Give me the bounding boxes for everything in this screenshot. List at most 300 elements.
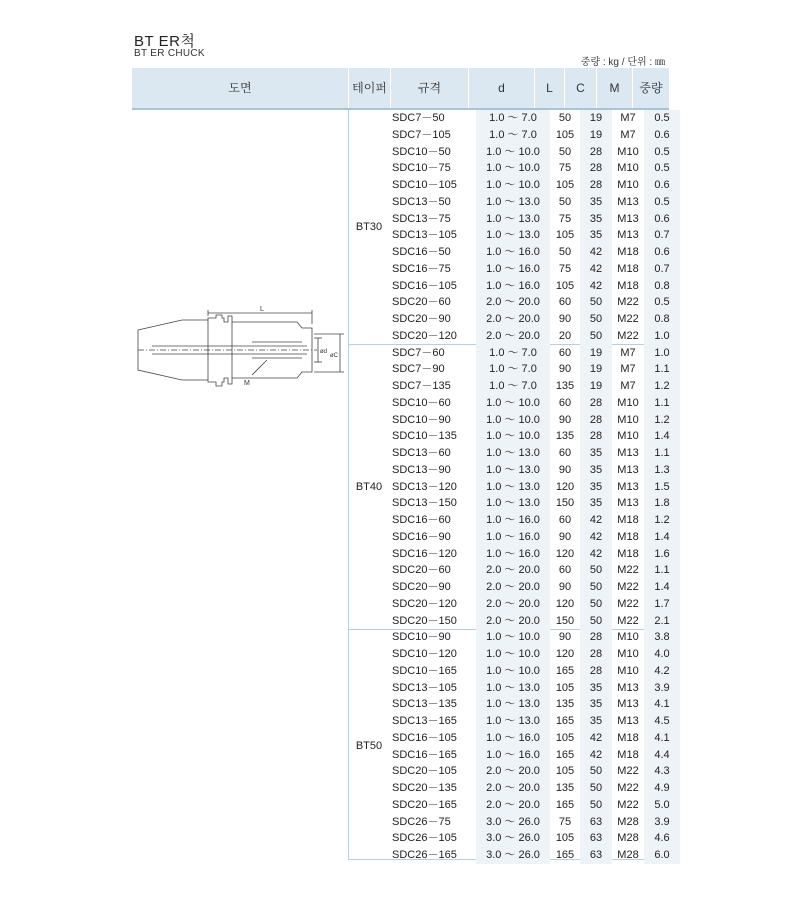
- cell-spec: SDC20－105: [392, 765, 457, 778]
- table-row: [390, 395, 669, 412]
- cell-C: 28: [580, 160, 612, 177]
- cell-weight: 1.1: [644, 445, 680, 462]
- cell-M: M13: [617, 229, 639, 242]
- table-row: [390, 177, 669, 194]
- page-title: BT ER척: [134, 33, 196, 50]
- cell-weight: 1.7: [644, 596, 680, 613]
- cell-L: 105: [555, 681, 575, 694]
- cell-C: 35: [580, 713, 612, 730]
- cell-weight: 4.9: [644, 780, 680, 797]
- cell-spec: SDC7－60: [392, 346, 445, 359]
- cell-weight: 0.6: [644, 177, 680, 194]
- cell-C: 35: [580, 445, 612, 462]
- cell-spec: SDC13－105: [392, 681, 457, 694]
- cell-L: 75: [558, 815, 572, 828]
- cell-d: 1.0 ～ 16.0: [476, 512, 550, 529]
- cell-C: 42: [580, 730, 612, 747]
- cell-weight: 1.3: [644, 462, 680, 479]
- drawing-label-C: øC: [330, 353, 338, 359]
- cell-spec: SDC7－135: [392, 380, 451, 392]
- cell-weight: 1.4: [644, 529, 680, 546]
- cell-M: M18: [617, 748, 639, 761]
- table-row: [390, 680, 669, 697]
- cell-spec: SDC13－90: [392, 463, 451, 476]
- cell-L: 165: [555, 715, 575, 727]
- cell-M: M13: [617, 698, 639, 711]
- cell-weight: 1.6: [644, 546, 680, 563]
- cell-d: 1.0 ～ 10.0: [476, 144, 550, 161]
- cell-M: M7: [620, 112, 636, 124]
- table-row: [390, 345, 669, 362]
- cell-M: M28: [617, 832, 639, 845]
- cell-C: 35: [580, 194, 612, 211]
- table-row: [390, 730, 669, 747]
- cell-d: 2.0 ～ 20.0: [476, 613, 550, 630]
- cell-d: 1.0 ～ 13.0: [476, 479, 550, 496]
- taper-label-bt40: BT40: [355, 480, 383, 493]
- cell-C: 42: [580, 261, 612, 278]
- cell-spec: SDC13－165: [392, 715, 457, 727]
- cell-M: M18: [617, 731, 639, 744]
- cell-L: 50: [558, 145, 572, 158]
- cell-weight: 1.2: [644, 378, 680, 395]
- cell-d: 1.0 ～ 13.0: [476, 462, 550, 479]
- cell-L: 105: [555, 279, 575, 292]
- cell-weight: 4.6: [644, 830, 680, 847]
- cell-C: 63: [580, 814, 612, 831]
- header-C: C: [564, 68, 596, 108]
- cell-spec: SDC13－60: [392, 447, 451, 459]
- cell-L: 75: [558, 162, 572, 175]
- table-row: [390, 579, 669, 596]
- table-row: [390, 663, 669, 680]
- cell-M: M13: [617, 195, 639, 208]
- cell-L: 105: [555, 731, 575, 744]
- cell-M: M7: [620, 346, 636, 359]
- cell-d: 1.0 ～ 7.0: [476, 361, 550, 378]
- cell-spec: SDC13－150: [392, 497, 457, 510]
- cell-spec: SDC20－120: [392, 597, 457, 610]
- cell-d: 1.0 ～ 10.0: [476, 395, 550, 412]
- cell-C: 42: [580, 529, 612, 546]
- cell-L: 60: [558, 514, 572, 526]
- cell-weight: 4.2: [644, 663, 680, 680]
- table-row: [390, 194, 669, 211]
- cell-weight: 4.0: [644, 646, 680, 663]
- cell-C: 50: [580, 780, 612, 797]
- cell-L: 90: [558, 530, 572, 543]
- header-M: M: [596, 68, 632, 108]
- cell-C: 50: [580, 328, 612, 345]
- table-row: [390, 127, 669, 144]
- cell-spec: SDC10－135: [392, 430, 457, 443]
- cell-weight: 0.5: [644, 144, 680, 161]
- header-d: d: [468, 68, 534, 108]
- cell-L: 75: [558, 212, 572, 225]
- cell-C: 42: [580, 278, 612, 295]
- cell-d: 2.0 ～ 20.0: [476, 294, 550, 311]
- cell-M: M10: [617, 145, 639, 158]
- cell-C: 19: [580, 361, 612, 378]
- cell-M: M18: [617, 262, 639, 275]
- cell-C: 19: [580, 378, 612, 395]
- cell-C: 28: [580, 144, 612, 161]
- cell-L: 165: [555, 798, 575, 811]
- cell-d: 1.0 ～ 10.0: [476, 177, 550, 194]
- table-row: [390, 629, 669, 646]
- cell-d: 2.0 ～ 20.0: [476, 562, 550, 579]
- cell-d: 1.0 ～ 13.0: [476, 696, 550, 713]
- table-row: [390, 529, 669, 546]
- cell-L: 135: [555, 698, 575, 711]
- cell-M: M13: [617, 447, 639, 459]
- cell-L: 60: [558, 296, 572, 309]
- cell-C: 50: [580, 294, 612, 311]
- cell-C: 63: [580, 847, 612, 864]
- header-drawing: 도면: [228, 81, 252, 95]
- cell-weight: 6.0: [644, 847, 680, 864]
- cell-M: M10: [617, 179, 639, 191]
- table-row: [390, 713, 669, 730]
- cell-weight: 3.9: [644, 680, 680, 697]
- header-weight: 중량: [632, 68, 669, 108]
- drawing-area: [132, 110, 348, 860]
- table-row: [390, 361, 669, 378]
- cell-M: M18: [617, 279, 639, 292]
- cell-L: 120: [555, 547, 575, 560]
- cell-L: 60: [558, 564, 572, 577]
- cell-M: M18: [617, 246, 639, 258]
- cell-d: 1.0 ～ 7.0: [476, 378, 550, 395]
- cell-C: 50: [580, 311, 612, 328]
- cell-L: 60: [558, 447, 572, 459]
- cell-d: 1.0 ～ 7.0: [476, 127, 550, 144]
- cell-M: M28: [617, 849, 639, 861]
- cell-C: 50: [580, 579, 612, 596]
- cell-L: 120: [555, 648, 575, 660]
- table-row: [390, 780, 669, 797]
- cell-d: 1.0 ～ 16.0: [476, 747, 550, 764]
- cell-L: 50: [558, 112, 572, 124]
- table-row: [390, 227, 669, 244]
- cell-C: 35: [580, 680, 612, 697]
- cell-weight: 1.4: [644, 428, 680, 445]
- cell-C: 28: [580, 663, 612, 680]
- cell-L: 90: [558, 463, 572, 476]
- cell-d: 1.0 ～ 13.0: [476, 194, 550, 211]
- cell-M: M10: [617, 430, 639, 443]
- cell-M: M22: [617, 581, 639, 593]
- cell-M: M22: [617, 765, 639, 778]
- table-row: [390, 479, 669, 496]
- cell-M: M13: [617, 497, 639, 510]
- cell-M: M18: [617, 514, 639, 526]
- cell-L: 105: [555, 179, 575, 191]
- cell-spec: SDC16－75: [392, 262, 451, 275]
- cell-d: 2.0 ～ 20.0: [476, 579, 550, 596]
- cell-C: 50: [580, 763, 612, 780]
- header-spec: 규격: [390, 68, 468, 108]
- cell-C: 35: [580, 696, 612, 713]
- table-row: [390, 261, 669, 278]
- cell-spec: SDC26－165: [392, 849, 457, 861]
- taper-label-bt30: BT30: [355, 221, 383, 233]
- table-row: [390, 830, 669, 847]
- table-row: [390, 613, 669, 630]
- table-row: [390, 814, 669, 831]
- cell-C: 35: [580, 227, 612, 244]
- cell-spec: SDC7－105: [392, 128, 451, 141]
- cell-C: 28: [580, 412, 612, 429]
- cell-C: 35: [580, 479, 612, 496]
- header-taper: 테이퍼: [348, 68, 390, 108]
- spec-table: [348, 110, 669, 860]
- cell-L: 90: [558, 581, 572, 593]
- cell-weight: 1.5: [644, 479, 680, 496]
- cell-weight: 0.7: [644, 227, 680, 244]
- cell-M: M10: [617, 648, 639, 660]
- cell-weight: 0.8: [644, 311, 680, 328]
- cell-M: M7: [620, 128, 636, 141]
- cell-L: 60: [558, 346, 572, 359]
- cell-weight: 5.0: [644, 797, 680, 814]
- cell-spec: SDC20－165: [392, 798, 457, 811]
- cell-L: 60: [558, 396, 572, 409]
- table-row: [390, 412, 669, 429]
- cell-d: 1.0 ～ 10.0: [476, 412, 550, 429]
- cell-d: 1.0 ～ 7.0: [476, 110, 550, 127]
- page-subtitle: BT ER CHUCK: [134, 48, 205, 59]
- cell-spec: SDC16－120: [392, 547, 457, 560]
- cell-C: 35: [580, 211, 612, 228]
- cell-weight: 1.2: [644, 512, 680, 529]
- cell-M: M18: [617, 547, 639, 560]
- cell-spec: SDC16－60: [392, 514, 451, 526]
- cell-M: M13: [617, 715, 639, 727]
- cell-spec: SDC13－105: [392, 229, 457, 242]
- cell-C: 42: [580, 747, 612, 764]
- cell-M: M7: [620, 363, 636, 376]
- cell-spec: SDC20－90: [392, 581, 451, 593]
- cell-d: 1.0 ～ 10.0: [476, 160, 550, 177]
- cell-weight: 1.4: [644, 579, 680, 596]
- cell-d: 1.0 ～ 16.0: [476, 261, 550, 278]
- cell-spec: SDC16－165: [392, 748, 457, 761]
- cell-L: 135: [555, 380, 575, 392]
- cell-C: 28: [580, 629, 612, 646]
- cell-d: 2.0 ～ 20.0: [476, 780, 550, 797]
- cell-weight: 4.1: [644, 696, 680, 713]
- cell-weight: 3.9: [644, 814, 680, 831]
- table-row: [390, 747, 669, 764]
- cell-C: 42: [580, 244, 612, 261]
- cell-spec: SDC20－150: [392, 614, 457, 627]
- cell-spec: SDC7－90: [392, 363, 445, 376]
- header-L: L: [534, 68, 564, 108]
- cell-spec: SDC20－60: [392, 564, 451, 577]
- cell-d: 1.0 ～ 7.0: [476, 345, 550, 362]
- cell-spec: SDC20－135: [392, 782, 457, 794]
- cell-d: 2.0 ～ 20.0: [476, 763, 550, 780]
- cell-weight: 3.8: [644, 629, 680, 646]
- cell-M: M22: [617, 313, 639, 325]
- cell-d: 1.0 ～ 10.0: [476, 663, 550, 680]
- cell-C: 28: [580, 177, 612, 194]
- table-row: [390, 462, 669, 479]
- cell-spec: SDC16－105: [392, 731, 457, 744]
- table-row: [390, 512, 669, 529]
- table-row: [390, 445, 669, 462]
- cell-d: 1.0 ～ 10.0: [476, 646, 550, 663]
- cell-L: 90: [558, 313, 572, 325]
- drawing-label-L: L: [260, 306, 264, 313]
- cell-C: 50: [580, 797, 612, 814]
- table-row: [390, 428, 669, 445]
- cell-L: 90: [558, 363, 572, 376]
- cell-weight: 1.1: [644, 562, 680, 579]
- cell-L: 105: [555, 832, 575, 845]
- cell-d: 2.0 ～ 20.0: [476, 797, 550, 814]
- cell-d: 2.0 ～ 20.0: [476, 596, 550, 613]
- cell-C: 50: [580, 613, 612, 630]
- table-row: [390, 763, 669, 780]
- cell-L: 50: [558, 246, 572, 258]
- cell-M: M22: [617, 329, 639, 342]
- cell-weight: 1.1: [644, 395, 680, 412]
- cell-weight: 0.5: [644, 294, 680, 311]
- cell-C: 19: [580, 127, 612, 144]
- cell-L: 120: [555, 597, 575, 610]
- cell-M: M10: [617, 413, 639, 426]
- table-row: [390, 646, 669, 663]
- cell-weight: 0.8: [644, 278, 680, 295]
- cell-d: 1.0 ～ 16.0: [476, 278, 550, 295]
- table-row: [390, 696, 669, 713]
- cell-weight: 0.6: [644, 244, 680, 261]
- cell-weight: 4.3: [644, 763, 680, 780]
- cell-L: 120: [555, 480, 575, 493]
- cell-spec: SDC7－50: [392, 112, 445, 124]
- cell-C: 19: [580, 110, 612, 127]
- cell-weight: 4.1: [644, 730, 680, 747]
- cell-M: M28: [617, 815, 639, 828]
- cell-M: M13: [617, 480, 639, 493]
- cell-spec: SDC13－120: [392, 480, 457, 493]
- cell-d: 3.0 ～ 26.0: [476, 847, 550, 864]
- cell-weight: 1.0: [644, 345, 680, 362]
- cell-M: M10: [617, 162, 639, 175]
- cell-weight: 0.7: [644, 261, 680, 278]
- cell-d: 1.0 ～ 13.0: [476, 495, 550, 512]
- cell-M: M13: [617, 463, 639, 476]
- cell-d: 1.0 ～ 13.0: [476, 445, 550, 462]
- cell-spec: SDC10－165: [392, 664, 457, 677]
- cell-spec: SDC13－135: [392, 698, 457, 711]
- bt-er-chuck-drawing: [132, 110, 348, 860]
- cell-C: 42: [580, 546, 612, 563]
- cell-C: 35: [580, 462, 612, 479]
- cell-d: 1.0 ～ 13.0: [476, 713, 550, 730]
- cell-spec: SDC13－50: [392, 195, 451, 208]
- cell-d: 1.0 ～ 16.0: [476, 529, 550, 546]
- cell-spec: SDC10－60: [392, 396, 451, 409]
- cell-L: 75: [558, 262, 572, 275]
- table-row: [390, 378, 669, 395]
- cell-spec: SDC16－90: [392, 530, 451, 543]
- table-row: [390, 596, 669, 613]
- cell-d: 1.0 ～ 13.0: [476, 211, 550, 228]
- cell-C: 50: [580, 596, 612, 613]
- cell-M: M10: [617, 631, 639, 644]
- cell-spec: SDC10－120: [392, 648, 457, 660]
- cell-C: 19: [580, 345, 612, 362]
- cell-weight: 4.4: [644, 747, 680, 764]
- table-row: [390, 294, 669, 311]
- cell-M: M7: [620, 380, 636, 392]
- cell-M: M22: [617, 782, 639, 794]
- drawing-label-d: ød: [320, 349, 328, 355]
- cell-weight: 0.5: [644, 110, 680, 127]
- table-row: [390, 546, 669, 563]
- table-row: [390, 311, 669, 328]
- cell-L: 165: [555, 664, 575, 677]
- cell-weight: 0.5: [644, 194, 680, 211]
- cell-L: 135: [555, 430, 575, 443]
- cell-M: M22: [617, 564, 639, 577]
- cell-L: 165: [555, 849, 575, 861]
- cell-spec: SDC26－75: [392, 815, 451, 828]
- cell-d: 3.0 ～ 26.0: [476, 830, 550, 847]
- cell-L: 50: [558, 195, 572, 208]
- cell-L: 105: [555, 128, 575, 141]
- cell-M: M13: [617, 212, 639, 225]
- table-row: [390, 211, 669, 228]
- cell-d: 3.0 ～ 26.0: [476, 814, 550, 831]
- cell-L: 150: [555, 497, 575, 510]
- cell-spec: SDC26－105: [392, 832, 457, 845]
- cell-weight: 1.8: [644, 495, 680, 512]
- cell-C: 28: [580, 395, 612, 412]
- cell-M: M10: [617, 396, 639, 409]
- cell-C: 42: [580, 512, 612, 529]
- cell-spec: SDC20－60: [392, 296, 451, 309]
- cell-spec: SDC20－90: [392, 313, 451, 325]
- cell-spec: SDC16－50: [392, 246, 451, 258]
- cell-weight: 0.6: [644, 211, 680, 228]
- cell-d: 2.0 ～ 20.0: [476, 328, 550, 345]
- table-row: [390, 797, 669, 814]
- cell-spec: SDC10－75: [392, 162, 451, 175]
- cell-M: M22: [617, 798, 639, 811]
- cell-spec: SDC16－105: [392, 279, 457, 292]
- table-row: [390, 328, 669, 345]
- cell-weight: 1.2: [644, 412, 680, 429]
- unit-note: 중량 : kg / 단위 : ㎜: [580, 57, 665, 68]
- drawing-label-M: M: [244, 380, 250, 387]
- cell-M: M18: [617, 530, 639, 543]
- cell-M: M22: [617, 296, 639, 309]
- cell-L: 20: [558, 329, 572, 342]
- table-row: [390, 562, 669, 579]
- cell-weight: 1.0: [644, 328, 680, 345]
- cell-d: 1.0 ～ 16.0: [476, 730, 550, 747]
- cell-spec: SDC10－90: [392, 413, 451, 426]
- cell-L: 150: [555, 614, 575, 627]
- cell-d: 1.0 ～ 10.0: [476, 428, 550, 445]
- taper-label-bt50: BT50: [355, 740, 383, 753]
- cell-weight: 1.1: [644, 361, 680, 378]
- cell-C: 50: [580, 562, 612, 579]
